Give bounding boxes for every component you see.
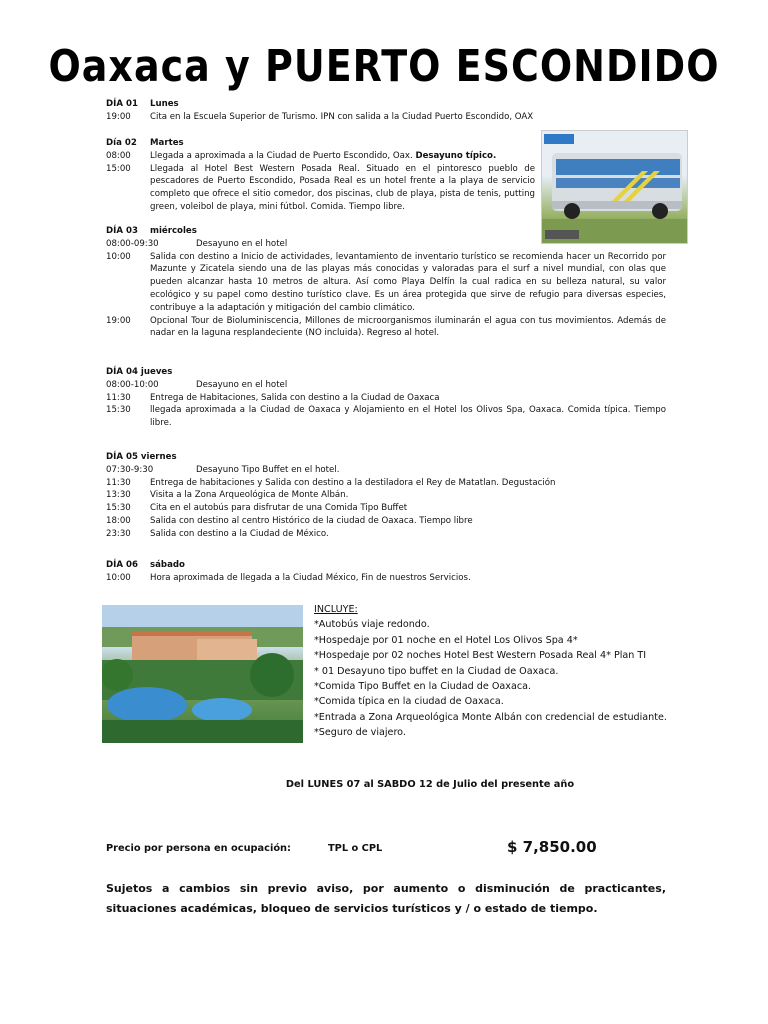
include-item: *Comida Tipo Buffet en la Ciudad de Oaxaca.	[314, 681, 532, 693]
schedule-time: 10:00	[106, 572, 131, 583]
schedule-description: Llegada a aproximada a la Ciudad de Puerto Escondido, Oax.	[150, 150, 413, 161]
schedule-row	[106, 379, 666, 392]
schedule-text	[150, 163, 535, 214]
includes-section	[314, 602, 714, 741]
day-block	[106, 451, 666, 541]
day-header	[106, 366, 666, 379]
includes-list	[314, 617, 714, 740]
day-number: DÍA 01	[106, 99, 138, 109]
day-name: miércoles	[150, 226, 197, 236]
hotel-illustration	[102, 605, 303, 743]
schedule-text	[196, 464, 666, 477]
hotel-photo	[102, 605, 303, 743]
schedule-text	[150, 150, 535, 163]
schedule-row	[106, 404, 666, 430]
schedule-row	[106, 464, 666, 477]
price-amount: $ 7,850.00	[507, 838, 597, 856]
schedule-row	[106, 489, 666, 502]
schedule-description: Salida con destino al centro Histórico de la ciudad de Oaxaca. Tiempo libre	[150, 515, 473, 526]
includes-heading: INCLUYE:	[314, 604, 358, 615]
schedule-time: 23:30	[106, 528, 131, 539]
schedule-description: Cita en el autobús para disfrutar de una Comida Tipo Buffet	[150, 503, 408, 514]
schedule-text	[150, 528, 666, 541]
schedule-time: 15:30	[106, 405, 131, 416]
schedule-description: Hora aproximada de llegada a la Ciudad México, Fin de nuestros Servicios.	[150, 572, 471, 583]
day-number: DÍA 05 viernes	[106, 452, 177, 462]
schedule-row	[106, 392, 666, 405]
include-item: *Hospedaje por 01 noche en el Hotel Los Olivos Spa 4*	[314, 634, 578, 646]
day-number: DÍA 03	[106, 226, 138, 236]
schedule-row	[106, 515, 666, 528]
schedule-description: Desayuno Tipo Buffet en el hotel.	[196, 464, 340, 475]
day-number: Día 02	[106, 138, 137, 148]
schedule-time: 19:00	[106, 315, 131, 326]
day-number: DÍA 06	[106, 560, 138, 570]
day-header	[106, 98, 666, 111]
schedule-time: 13:30	[106, 490, 131, 501]
schedule-description: Llegada al Hotel Best Western Posada Real. Situado en el pintoresco pueblo de pescadores de Puerto Escondido, Posada Real es un hotel frente a la playa de servicio completo que ofrece el sitio comedor, dos piscinas, club de playa, pista de tenis, putting green, voleibol de playa, mini fútbol. Comida. Tiempo libre.	[150, 163, 535, 212]
day-block	[106, 559, 666, 585]
page-title: Oaxaca y PUERTO ESCONDIDO	[48, 40, 720, 92]
schedule-text	[150, 489, 666, 502]
include-item: *Seguro de viajero.	[314, 727, 406, 739]
schedule-text	[150, 502, 666, 515]
schedule-text	[150, 572, 666, 585]
schedule-row	[106, 502, 666, 515]
day-name: Lunes	[150, 99, 179, 109]
schedule-time: 10:00	[106, 251, 131, 262]
schedule-text	[150, 251, 666, 315]
include-item: *Autobús viaje redondo.	[314, 619, 430, 631]
day-header	[106, 559, 666, 572]
schedule-description: Visita a la Zona Arqueológica de Monte Albán.	[150, 490, 349, 501]
schedule-row	[106, 572, 666, 585]
day-name: Martes	[150, 138, 184, 148]
schedule-text	[150, 477, 666, 490]
schedule-text	[196, 379, 666, 392]
schedule-time: 11:30	[106, 392, 131, 403]
schedule-description: Opcional Tour de Bioluminiscencia, Millones de microorganismos iluminarán el agua con tus movimientos. Además de nadar en la laguna resplandeciente (NO incluida). Regreso al hotel.	[150, 315, 666, 339]
include-item: *Comida típica en la ciudad de Oaxaca.	[314, 696, 504, 708]
include-item: *Entrada a Zona Arqueológica Monte Albán con credencial de estudiante.	[314, 711, 667, 723]
schedule-text	[150, 404, 666, 430]
schedule-row	[106, 251, 666, 315]
schedule-time: 19:00	[106, 111, 131, 122]
schedule-text	[150, 515, 666, 528]
schedule-text	[150, 392, 666, 405]
day-block	[106, 366, 666, 430]
schedule-time: 08:00	[106, 150, 131, 161]
schedule-text	[150, 111, 666, 124]
occupancy-type: TPL o CPL	[328, 843, 383, 854]
include-item: * 01 Desayuno tipo buffet en la Ciudad de Oaxaca.	[314, 665, 559, 677]
trip-dates: Del LUNES 07 al SABDO 12 de Julio del presente año	[285, 779, 575, 790]
schedule-row	[106, 528, 666, 541]
schedule-time: 08:00-10:00	[106, 379, 159, 390]
schedule-highlight: Desayuno típico.	[415, 150, 497, 161]
schedule-description: Entrega de Habitaciones, Salida con destino a la Ciudad de Oaxaca	[150, 392, 440, 403]
schedule-time: 07:30-9:30	[106, 464, 154, 475]
schedule-time: 08:00-09:30	[106, 238, 159, 249]
price-label: Precio por persona en ocupación:	[106, 843, 291, 854]
schedule-time: 15:30	[106, 503, 131, 514]
day-block	[106, 98, 666, 124]
schedule-row	[106, 477, 666, 490]
include-item: *Hospedaje por 02 noches Hotel Best Western Posada Real 4* Plan TI	[314, 650, 647, 662]
disclaimer-note: Sujetos a cambios sin previo aviso, por aumento o disminución de practicantes, situaciones académicas, bloqueo de servicios turísticos y / o estado de tiempo.	[106, 882, 666, 915]
day-number: DÍA 04 jueves	[106, 367, 173, 377]
schedule-row	[106, 111, 666, 124]
schedule-time: 18:00	[106, 515, 131, 526]
schedule-time: 15:00	[106, 163, 131, 174]
schedule-time: 11:30	[106, 477, 131, 488]
day-name: sábado	[150, 560, 185, 570]
schedule-description: Entrega de habitaciones y Salida con destino a la destiladora el Rey de Matatlan. Degustación	[150, 477, 556, 488]
schedule-row	[106, 315, 666, 341]
bus-photo	[541, 130, 688, 244]
schedule-description: Salida con destino a la Ciudad de México.	[150, 528, 329, 539]
bus-illustration	[542, 131, 687, 243]
schedule-description: llegada aproximada a la Ciudad de Oaxaca y Alojamiento en el Hotel los Olivos Spa, Oaxaca. Comida típica. Tiempo libre.	[150, 405, 666, 429]
day-header	[106, 451, 666, 464]
schedule-description: Salida con destino a Inicio de actividades, levantamiento de inventario turístico se recomienda hacer un Recorrido por Mazunte y Zicatela siendo una de las playas más conocidas y valoradas para el surf a nivel mundial, con olas que pueden alcanzar hasta 10 metros de altura. Así como Playa Delfín la cual radica en su belleza natural, su valor ecológico y su papel como destino turístico clave. Es un área protegida que sirve de refugio para diversas especies, contribuye a la adaptación y mitigación del cambio climático.	[150, 251, 666, 313]
schedule-description: Desayuno en el hotel	[196, 379, 288, 390]
schedule-description: Desayuno en el hotel	[196, 238, 288, 249]
schedule-description: Cita en la Escuela Superior de Turismo. IPN con salida a la Ciudad Puerto Escondido, OAX	[150, 111, 534, 122]
schedule-text	[150, 315, 666, 341]
